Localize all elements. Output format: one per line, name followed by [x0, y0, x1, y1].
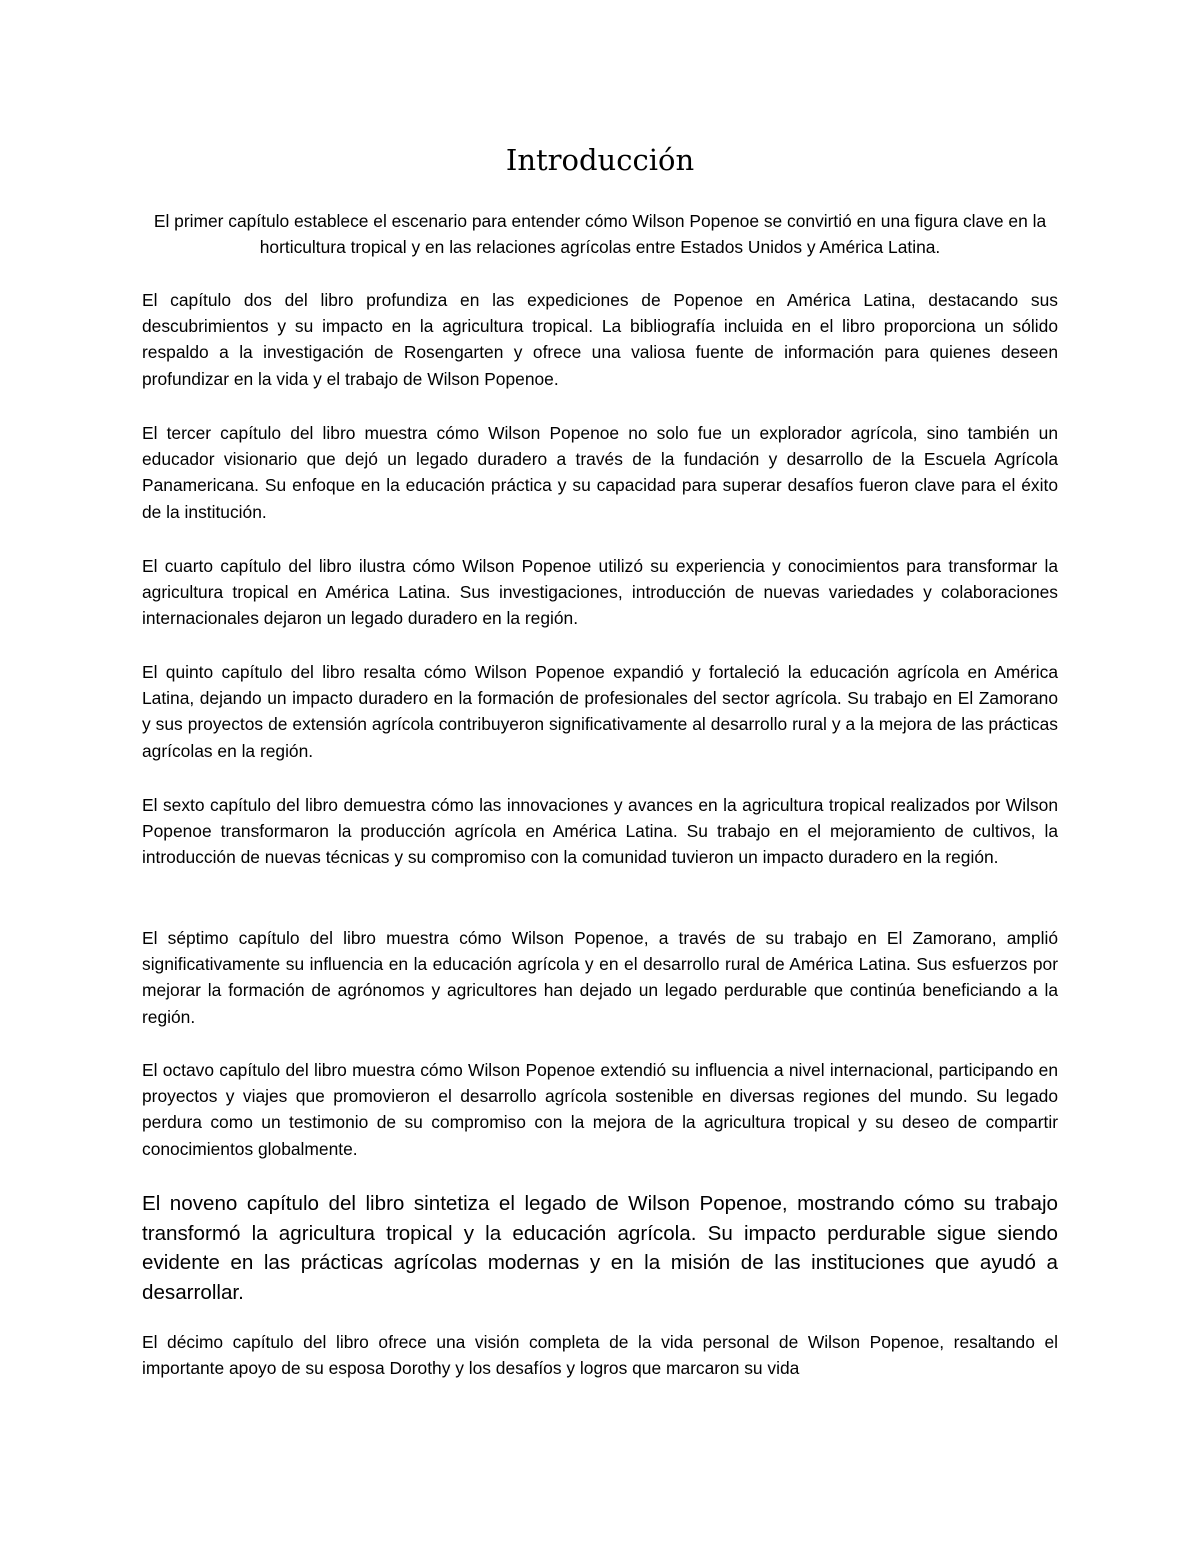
paragraph-chapter-9: El noveno capítulo del libro sintetiza el legado de Wilson Popenoe, mostrando cómo su trabajo transformó la agricultura tropical y la educación agrícola. Su impacto perdurable sigue siendo evidente en las prácticas agrícolas modernas y en la misión de las instituciones que ayudó a desarrollar. — [142, 1192, 1058, 1304]
page-title: Introducción — [505, 143, 695, 177]
paragraph-chapter-1: El primer capítulo establece el escenario para entender cómo Wilson Popenoe se convirtió en una figura clave en la horticultura tropical y en las relaciones agrícolas entre Estados Unidos y América Latina. — [153, 211, 1047, 258]
paragraph-chapter-4: El cuarto capítulo del libro ilustra cómo Wilson Popenoe utilizó su experiencia y conocimientos para transformar la agricultura tropical en América Latina. Sus investigaciones, introducción de nuevas variedades y colaboraciones internacionales dejaron un legado duradero en la región. — [142, 556, 1058, 629]
paragraph-chapter-7: El séptimo capítulo del libro muestra cómo Wilson Popenoe, a través de su trabajo en El Zamorano, amplió significativamente su influencia en la educación agrícola y en el desarrollo rural de América Latina. Sus esfuerzos por mejorar la formación de agrónomos y agricultores han dejado un legado perdurable que continúa beneficiando a la región. — [142, 928, 1058, 1027]
paragraph-chapter-2: El capítulo dos del libro profundiza en las expediciones de Popenoe en América Latina, destacando sus descubrimientos y su impacto en la agricultura tropical. La bibliografía incluida en el libro proporciona un sólido respaldo a la investigación de Rosengarten y ofrece una valiosa fuente de información para quienes deseen profundizar en la vida y el trabajo de Wilson Popenoe. — [142, 290, 1058, 389]
paragraph-chapter-5: El quinto capítulo del libro resalta cómo Wilson Popenoe expandió y fortaleció la educación agrícola en América Latina, dejando un impacto duradero en la formación de profesionales del sector agrícola. Su trabajo en El Zamorano y sus proyectos de extensión agrícola contribuyeron significativamente al desarrollo rural y a la mejora de las prácticas agrícolas en la región. — [142, 662, 1058, 761]
paragraph-chapter-8: El octavo capítulo del libro muestra cómo Wilson Popenoe extendió su influencia a nivel internacional, participando en proyectos y viajes que promovieron el desarrollo agrícola sostenible en diversas regiones del mundo. Su legado perdura como un testimonio de su compromiso con la mejora de la agricultura tropical y su deseo de compartir conocimientos globalmente. — [142, 1060, 1058, 1159]
paragraph-chapter-6: El sexto capítulo del libro demuestra cómo las innovaciones y avances en la agricultura tropical realizados por Wilson Popenoe transformaron la producción agrícola en América Latina. Su trabajo en el mejoramiento de cultivos, la introducción de nuevas técnicas y su compromiso con la comunidad tuvieron un impacto duradero en la región. — [142, 795, 1058, 868]
paragraph-chapter-10: El décimo capítulo del libro ofrece una visión completa de la vida personal de Wilson Popenoe, resaltando el importante apoyo de su esposa Dorothy y los desafíos y logros que marcaron su vida — [142, 1332, 1058, 1379]
paragraph-chapter-3: El tercer capítulo del libro muestra cómo Wilson Popenoe no solo fue un explorador agrícola, sino también un educador visionario que dejó un legado duradero a través de la fundación y desarrollo de la Escuela Agrícola Panamericana. Su enfoque en la educación práctica y su capacidad para superar desafíos fueron clave para el éxito de la institución. — [142, 423, 1058, 522]
